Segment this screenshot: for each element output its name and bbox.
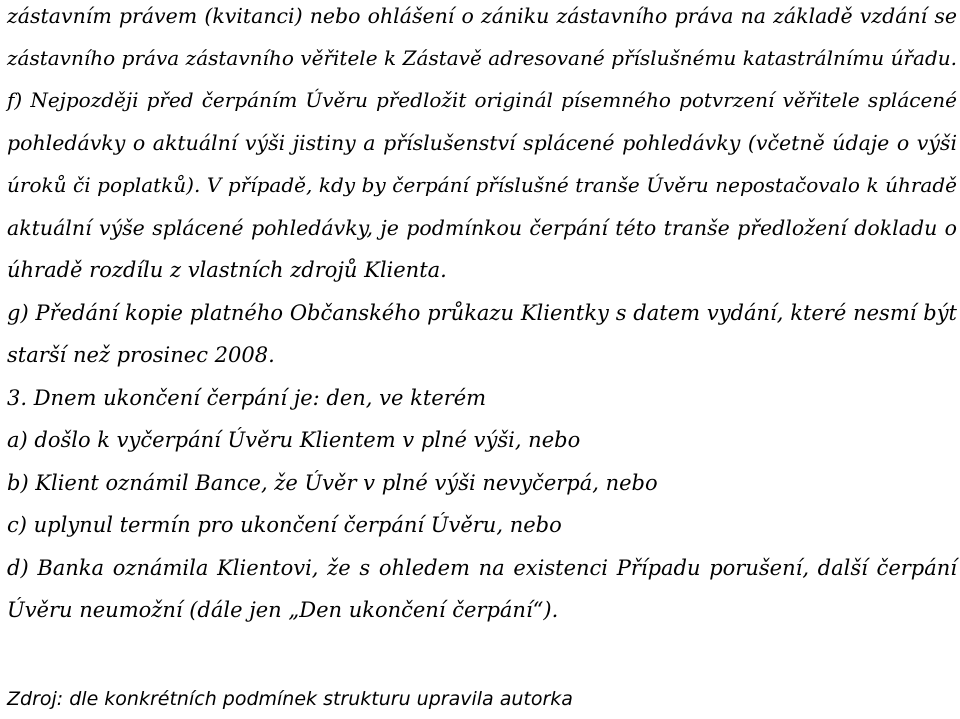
text-line: a) došlo k vyčerpání Úvěru Klientem v plné výši, nebo [7,428,581,452]
text-line: f) Nejpozději před čerpáním Úvěru předložit originál písemného potvrzení věřitele splácené [7,88,957,112]
text-line: pohledávky o aktuální výši jistiny a příslušenství splácené pohledávky (včetně údaje o výši [7,131,957,155]
text-line: g) Předání kopie platného Občanského průkazu Klientky s datem vydání, které nesmí být [7,301,957,325]
text-line: aktuální výše splácené pohledávky, je podmínkou čerpání této tranše předložení dokladu o [7,216,957,240]
text-line: b) Klient oznámil Bance, že Úvěr v plné výši nevyčerpá, nebo [7,471,658,495]
text-line: c) uplynul termín pro ukončení čerpání Úvěru, nebo [7,513,562,537]
text-line: úhradě rozdílu z vlastních zdrojů Klienta. [7,258,447,282]
text-line: zástavním právem (kvitanci) nebo ohlášení o zániku zástavního práva na základě vzdání se [7,4,957,28]
text-line: zástavního práva zástavního věřitele k Zástavě adresované příslušnému katastrálnímu úřadu. [7,46,957,70]
text-line: starší než prosinec 2008. [7,343,275,367]
text-line: úroků či poplatků). V případě, kdy by čerpání příslušné tranše Úvěru nepostačovalo k úhradě [7,173,957,197]
source-note: Zdroj: dle konkrétních podmínek strukturu upravila autorka [7,688,573,710]
text-line: 3. Dnem ukončení čerpání je: den, ve kterém [7,386,487,410]
text-line: d) Banka oznámila Klientovi, že s ohledem na existenci Případu porušení, další čerpání [7,556,957,580]
text-line: Úvěru neumožní (dále jen „Den ukončení čerpání“). [7,598,559,622]
